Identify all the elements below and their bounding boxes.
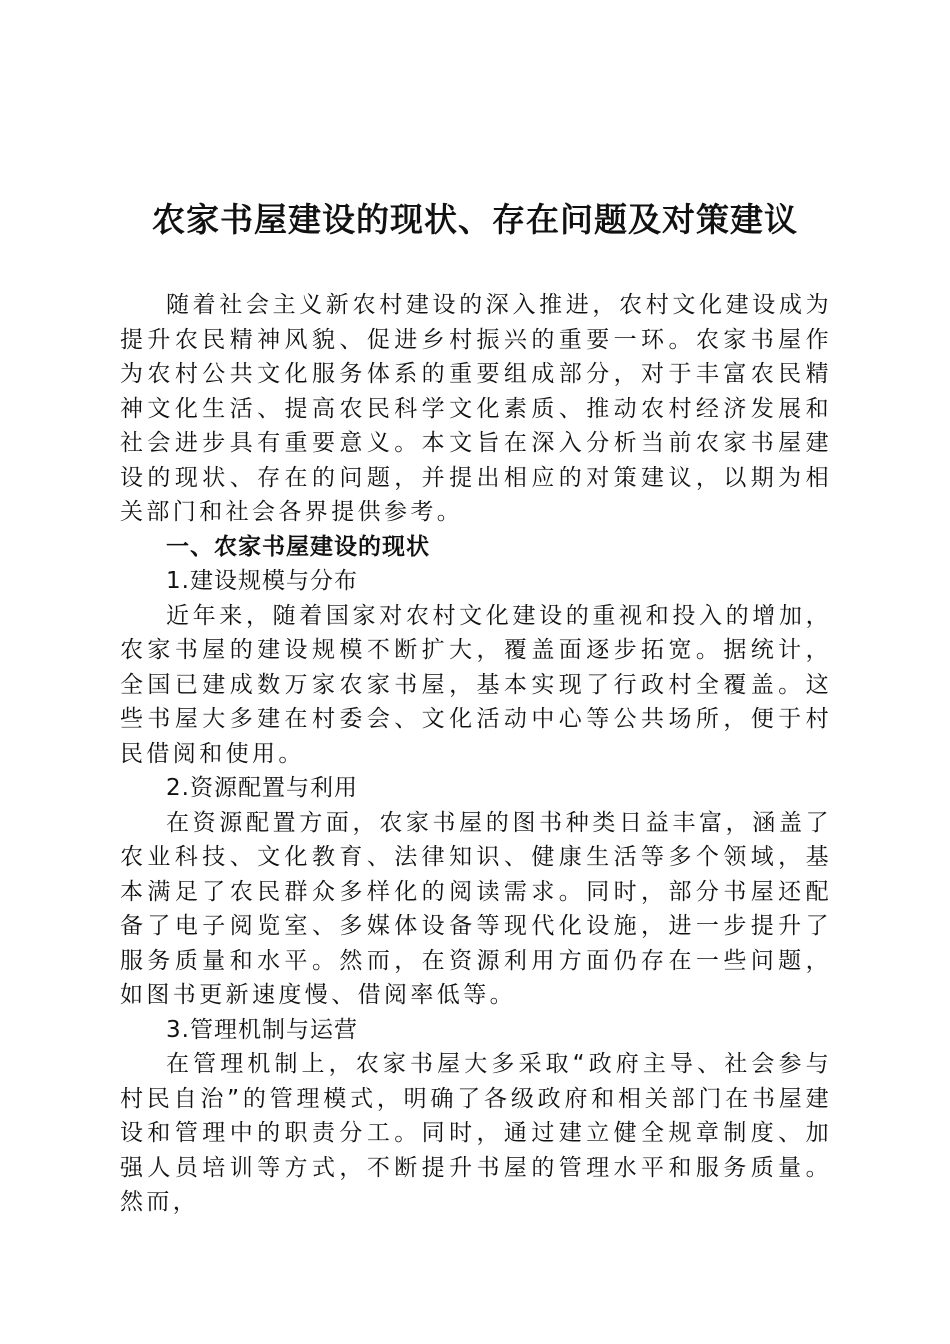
subsection-heading-scale: 1.建设规模与分布 [166,568,358,594]
section-heading-status: 一、农家书屋建设的现状 [166,533,430,560]
intro-paragraph: 随着社会主义新农村建设的深入推进，农村文化建设成为提升农民精神风貌、促进乡村振兴的重要一环。农家书屋作为农村公共文化服务体系的重要组成部分，对于丰富农民精神文化生活、提高农民科学文化素质、推动农村经济发展和社会进步具有重要意义。本文旨在深入分析当前农家书屋建设的现状、存在的问题，并提出相应的对策建议，以期为相关部门和社会各界提供参考。 [120,292,832,525]
subsection-paragraph-resources: 在资源配置方面，农家书屋的图书种类日益丰富，涵盖了农业科技、文化教育、法律知识、健康生活等多个领域，基本满足了农民群众多样化的阅读需求。同时，部分书屋还配备了电子阅览室、多媒体设备等现代化设施，进一步提升了服务质量和水平。然而，在资源利用方面仍存在一些问题，如图书更新速度慢、借阅率低等。 [120,809,832,1008]
document-body [120,288,832,1220]
subsection-heading-resources: 2.资源配置与利用 [166,775,358,801]
document-title: 农家书屋建设的现状、存在问题及对策建议 [152,200,798,239]
subsection-paragraph-scale: 近年来，随着国家对农村文化建设的重视和投入的增加，农家书屋的建设规模不断扩大，覆盖面逐步拓宽。据统计，全国已建成数万家农家书屋，基本实现了行政村全覆盖。这些书屋大多建在村委会、文化活动中心等公共场所，便于村民借阅和使用。 [120,602,832,767]
subsection-paragraph-management: 在管理机制上，农家书屋大多采取“政府主导、社会参与村民自治”的管理模式，明确了各级政府和相关部门在书屋建设和管理中的职责分工。同时，通过建立健全规章制度、加强人员培训等方式，不断提升书屋的管理水平和服务质量。然而， [120,1051,832,1215]
subsection-heading-management: 3.管理机制与运营 [166,1016,358,1043]
